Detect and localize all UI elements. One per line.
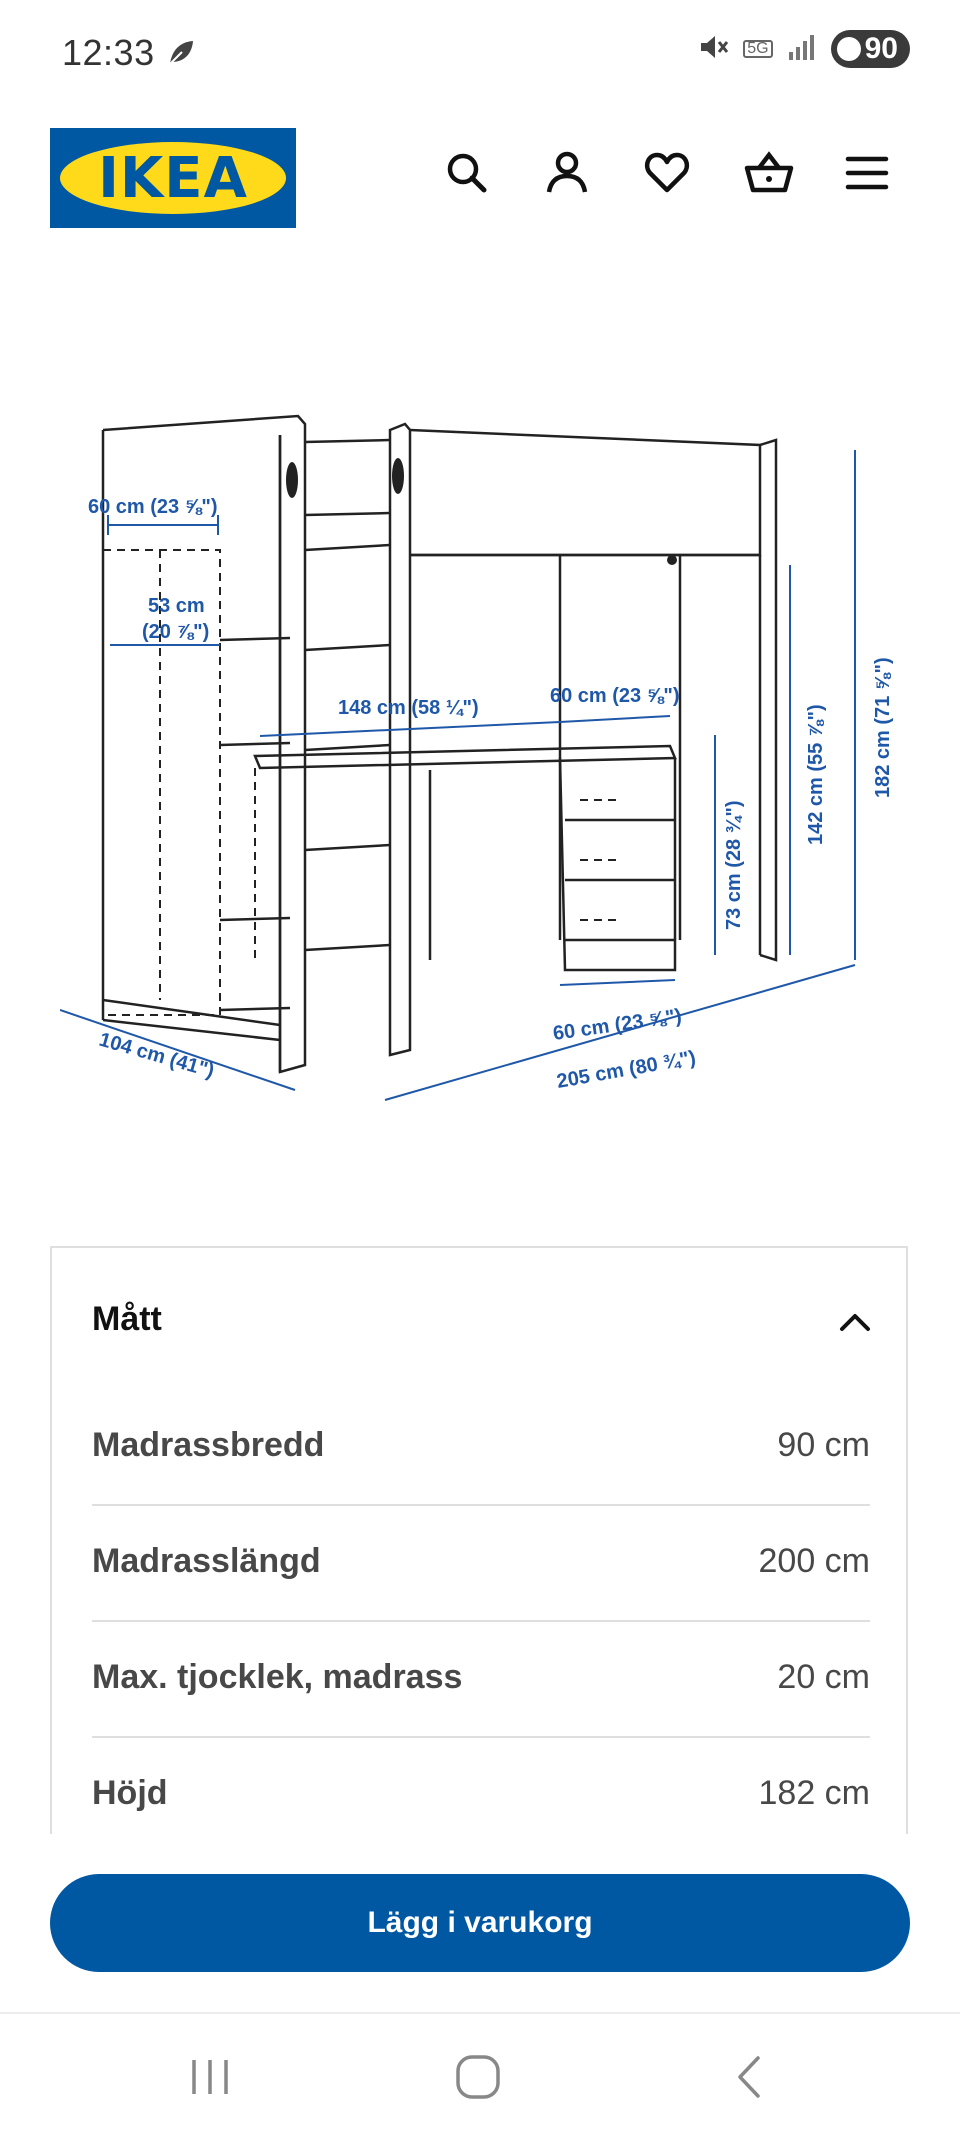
ikea-logo[interactable] <box>50 128 296 228</box>
spec-label: Max. tjocklek, madrass <box>92 1658 463 1696</box>
home-icon[interactable] <box>448 2052 508 2102</box>
dim-desk-width: 148 cm (58 ¼") <box>338 697 479 719</box>
dim-height-total: 182 cm (71 ⅝") <box>872 657 894 798</box>
dim-wardrobe-width: 60 cm (23 ⅝") <box>88 496 218 518</box>
dimensions-panel <box>50 1246 908 1834</box>
dim-width-total: 205 cm (80 ¾") <box>555 1046 698 1093</box>
dim-desk-depth-top: 60 cm (23 ⅝") <box>550 685 680 707</box>
spec-row <box>92 1388 870 1506</box>
dimensions-panel-header[interactable] <box>92 1290 872 1350</box>
status-time: 12:33 <box>62 32 155 73</box>
system-nav-bar <box>0 2014 960 2133</box>
spec-label: Madrassbredd <box>92 1426 325 1464</box>
account-icon[interactable] <box>544 150 590 196</box>
dim-desk-depth-bottom: 60 cm (23 ⅝") <box>551 1005 683 1045</box>
spec-row <box>92 1736 870 1834</box>
dimensions-diagram <box>60 400 910 1120</box>
heart-icon[interactable] <box>644 150 690 196</box>
spec-value: 200 cm <box>758 1542 870 1580</box>
network-label: 5G <box>743 40 772 58</box>
chevron-up-icon[interactable] <box>838 1310 872 1334</box>
search-icon[interactable] <box>444 150 490 196</box>
loft-bed-drawing <box>60 400 910 1120</box>
battery-level: 90 <box>864 32 898 65</box>
logo-text: IKEA <box>98 145 248 211</box>
status-bar <box>0 0 960 100</box>
leaf-icon <box>166 38 196 73</box>
recents-icon[interactable] <box>180 2052 240 2102</box>
dim-height-under: 142 cm (55 ⅞") <box>805 704 827 845</box>
dim-depth-total: 104 cm (41") <box>96 1028 217 1083</box>
dim-desk-height: 73 cm (28 ¾") <box>723 800 745 930</box>
spec-value: 90 cm <box>777 1426 870 1464</box>
spec-value: 182 cm <box>758 1774 870 1812</box>
cart-icon[interactable] <box>744 150 790 196</box>
spec-label: Madrasslängd <box>92 1542 321 1580</box>
add-to-cart-button[interactable]: Lägg i varukorg <box>50 1874 910 1972</box>
battery-icon <box>831 30 910 68</box>
signal-icon <box>787 32 817 67</box>
back-icon[interactable] <box>720 2052 780 2102</box>
spec-value: 20 cm <box>777 1658 870 1696</box>
spec-label: Höjd <box>92 1774 168 1812</box>
panel-title: Mått <box>92 1300 162 1338</box>
dim-wardrobe-inner-2: (20 ⅞") <box>142 621 210 643</box>
menu-icon[interactable] <box>844 150 890 196</box>
mute-icon <box>697 31 729 68</box>
dim-wardrobe-inner-1: 53 cm <box>148 595 205 617</box>
spec-row <box>92 1620 870 1738</box>
spec-row <box>92 1504 870 1622</box>
site-header <box>0 120 960 240</box>
